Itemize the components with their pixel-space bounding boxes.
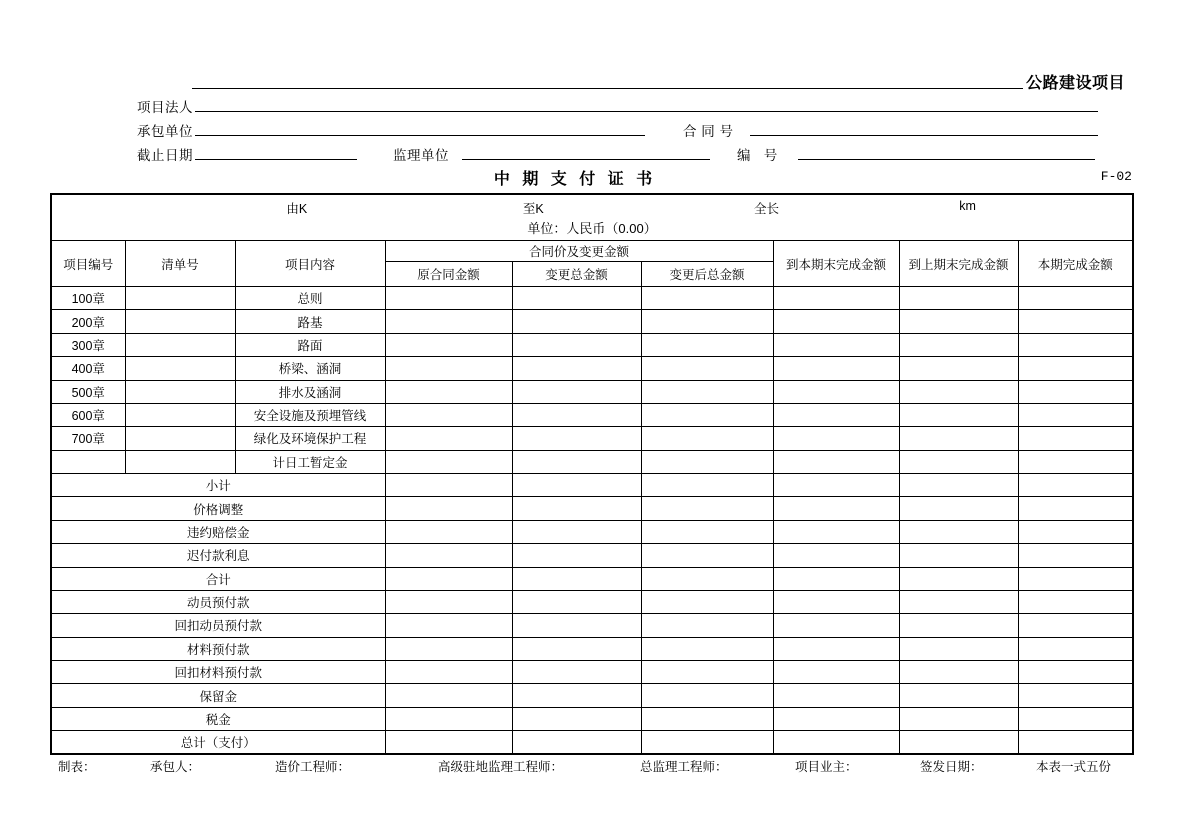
amount-cell [641, 427, 773, 450]
amount-cell [1018, 450, 1133, 473]
amount-cell [899, 590, 1018, 613]
amount-cell [641, 614, 773, 637]
amount-cell [385, 637, 512, 660]
amount-cell [641, 474, 773, 497]
summary-row [51, 497, 1133, 520]
amount-cell [641, 380, 773, 403]
amount-cell [1018, 497, 1133, 520]
summary-row [51, 567, 1133, 590]
list-no-cell [125, 427, 235, 450]
amount-cell [899, 474, 1018, 497]
project-legal-person-label: 项目法人 [137, 100, 193, 115]
amount-cell [1018, 333, 1133, 356]
content-cell: 排水及涵洞 [235, 380, 385, 403]
col-header-change-total: 变更总金额 [512, 262, 641, 287]
amount-cell [773, 474, 899, 497]
amount-cell [773, 287, 899, 310]
summary-row [51, 661, 1133, 684]
amount-cell [1018, 614, 1133, 637]
amount-cell [1018, 590, 1133, 613]
col-header-after-change-total: 变更后总金额 [641, 262, 773, 287]
amount-cell [641, 637, 773, 660]
amount-cell [1018, 287, 1133, 310]
amount-cell [512, 380, 641, 403]
amount-cell [773, 520, 899, 543]
col-header-to-previous-period-end: 到上期末完成金额 [899, 241, 1018, 287]
project-type-label: 公路建设项目 [1025, 75, 1125, 92]
chapter-code-cell: 200章 [51, 310, 125, 333]
amount-cell [899, 450, 1018, 473]
amount-cell [641, 310, 773, 333]
content-cell: 计日工暂定金 [235, 450, 385, 473]
amount-cell [1018, 661, 1133, 684]
summary-label-cell: 价格调整 [51, 497, 385, 520]
amount-cell [512, 684, 641, 707]
chapter-row [51, 333, 1133, 356]
amount-cell [1018, 637, 1133, 660]
amount-cell [385, 614, 512, 637]
amount-cell [385, 380, 512, 403]
amount-cell [385, 684, 512, 707]
amount-cell [899, 731, 1018, 754]
amount-cell [773, 590, 899, 613]
summary-row [51, 637, 1133, 660]
footer-label: 项目业主： [795, 760, 858, 774]
amount-cell [773, 403, 899, 426]
supervisor-line [462, 159, 710, 160]
summary-row [51, 684, 1133, 707]
col-header-current-period: 本期完成金额 [1018, 241, 1133, 287]
amount-cell [512, 333, 641, 356]
footer-label: 制表： [58, 760, 96, 774]
summary-label-cell: 违约赔偿金 [51, 520, 385, 543]
amount-cell [641, 403, 773, 426]
table-body [51, 287, 1133, 755]
amount-cell [385, 287, 512, 310]
content-cell: 路面 [235, 333, 385, 356]
amount-cell [773, 684, 899, 707]
chapter-code-cell: 600章 [51, 403, 125, 426]
amount-cell [899, 287, 1018, 310]
amount-cell [641, 544, 773, 567]
page-title: 中 期 支 付 证 书 [493, 171, 657, 188]
amount-cell [899, 403, 1018, 426]
summary-label-cell: 保留金 [51, 684, 385, 707]
amount-cell [1018, 684, 1133, 707]
chapter-code-cell: 700章 [51, 427, 125, 450]
amount-cell [512, 707, 641, 730]
amount-cell [385, 450, 512, 473]
footer-label: 高级驻地监理工程师： [438, 760, 564, 774]
signature-row [50, 757, 1132, 775]
amount-cell [899, 427, 1018, 450]
amount-cell [1018, 380, 1133, 403]
amount-cell [773, 497, 899, 520]
list-no-cell [125, 357, 235, 380]
amount-cell [773, 614, 899, 637]
list-no-cell [125, 403, 235, 426]
amount-cell [899, 707, 1018, 730]
amount-cell [385, 731, 512, 754]
footer-label: 本表一式五份 [1036, 760, 1112, 774]
chapter-row [51, 357, 1133, 380]
chapter-row [51, 380, 1133, 403]
summary-row [51, 520, 1133, 543]
amount-cell [899, 614, 1018, 637]
amount-cell [773, 661, 899, 684]
amount-cell [899, 661, 1018, 684]
range-length-label: 全长 [754, 202, 780, 216]
amount-cell [512, 731, 641, 754]
cutoff-date-label: 截止日期 [137, 148, 193, 163]
content-cell: 安全设施及预埋管线 [235, 403, 385, 426]
amount-cell [641, 450, 773, 473]
amount-cell [899, 333, 1018, 356]
amount-cell [385, 520, 512, 543]
amount-cell [385, 357, 512, 380]
amount-cell [641, 707, 773, 730]
col-header-list-no: 清单号 [125, 241, 235, 287]
footer-label: 签发日期： [920, 760, 983, 774]
amount-cell [1018, 474, 1133, 497]
amount-cell [1018, 310, 1133, 333]
summary-row [51, 731, 1133, 754]
amount-cell [773, 567, 899, 590]
currency-unit-note: 单位：人民币（0.00） [527, 221, 657, 236]
amount-cell [641, 567, 773, 590]
contract-no-label: 合 同 号 [683, 124, 734, 139]
col-header-contract-change-group: 合同价及变更金额 [385, 241, 773, 262]
col-header-project-code: 项目编号 [51, 241, 125, 287]
amount-cell [512, 497, 641, 520]
contract-no-line [750, 135, 1098, 136]
summary-row [51, 474, 1133, 497]
content-cell: 总则 [235, 287, 385, 310]
amount-cell [512, 427, 641, 450]
amount-cell [899, 380, 1018, 403]
footer-label: 造价工程师： [275, 760, 351, 774]
amount-cell [385, 567, 512, 590]
cutoff-date-line [195, 159, 357, 160]
chapter-row [51, 287, 1133, 310]
amount-cell [1018, 707, 1133, 730]
amount-cell [773, 637, 899, 660]
amount-cell [899, 684, 1018, 707]
amount-cell [773, 731, 899, 754]
serial-no-line [798, 159, 1095, 160]
amount-cell [641, 333, 773, 356]
chapter-code-cell: 100章 [51, 287, 125, 310]
amount-cell [512, 474, 641, 497]
list-no-cell [125, 450, 235, 473]
amount-cell [1018, 731, 1133, 754]
summary-row [51, 614, 1133, 637]
col-header-content: 项目内容 [235, 241, 385, 287]
list-no-cell [125, 287, 235, 310]
amount-cell [899, 310, 1018, 333]
chapter-row [51, 310, 1133, 333]
amount-cell [1018, 520, 1133, 543]
summary-row [51, 590, 1133, 613]
amount-cell [773, 380, 899, 403]
project-legal-person-line [195, 111, 1098, 112]
amount-cell [385, 544, 512, 567]
amount-cell [512, 590, 641, 613]
summary-label-cell: 小计 [51, 474, 385, 497]
list-no-cell [125, 333, 235, 356]
amount-cell [385, 497, 512, 520]
summary-row [51, 544, 1133, 567]
summary-label-cell: 合计 [51, 567, 385, 590]
chapter-row [51, 427, 1133, 450]
footer-label: 总监理工程师： [640, 760, 728, 774]
range-cell [51, 194, 1133, 241]
amount-cell [512, 661, 641, 684]
amount-cell [899, 357, 1018, 380]
amount-cell [641, 497, 773, 520]
amount-cell [773, 333, 899, 356]
contractor-label: 承包单位 [137, 124, 193, 139]
summary-label-cell: 材料预付款 [51, 637, 385, 660]
amount-cell [773, 310, 899, 333]
list-no-cell [125, 380, 235, 403]
range-from-k: 由K [286, 202, 308, 216]
amount-cell [512, 614, 641, 637]
amount-cell [385, 474, 512, 497]
range-unit-km: km [959, 199, 976, 213]
amount-cell [899, 544, 1018, 567]
form-code: F-02 [1100, 169, 1132, 184]
amount-cell [773, 544, 899, 567]
amount-cell [385, 310, 512, 333]
serial-no-label: 编 号 [737, 148, 778, 163]
amount-cell [385, 661, 512, 684]
amount-cell [1018, 357, 1133, 380]
summary-label-cell: 税金 [51, 707, 385, 730]
chapter-row [51, 403, 1133, 426]
amount-cell [1018, 567, 1133, 590]
amount-cell [385, 707, 512, 730]
amount-cell [512, 287, 641, 310]
chapter-code-cell [51, 450, 125, 473]
col-header-original-amount: 原合同金额 [385, 262, 512, 287]
content-cell: 路基 [235, 310, 385, 333]
chapter-code-cell: 400章 [51, 357, 125, 380]
amount-cell [512, 357, 641, 380]
amount-cell [641, 731, 773, 754]
range-row [51, 194, 1133, 241]
amount-cell [512, 450, 641, 473]
footer-label: 承包人： [150, 760, 201, 774]
summary-row [51, 707, 1133, 730]
range-to-k: 至K [522, 202, 544, 216]
summary-label-cell: 回扣动员预付款 [51, 614, 385, 637]
amount-cell [512, 403, 641, 426]
summary-label-cell: 动员预付款 [51, 590, 385, 613]
payment-table [50, 193, 1134, 755]
amount-cell [385, 427, 512, 450]
summary-label-cell: 总计（支付） [51, 731, 385, 754]
amount-cell [773, 357, 899, 380]
amount-cell [641, 684, 773, 707]
amount-cell [512, 310, 641, 333]
amount-cell [899, 567, 1018, 590]
chapter-code-cell: 500章 [51, 380, 125, 403]
amount-cell [773, 450, 899, 473]
content-cell: 桥梁、涵洞 [235, 357, 385, 380]
summary-label-cell: 回扣材料预付款 [51, 661, 385, 684]
amount-cell [641, 590, 773, 613]
amount-cell [385, 403, 512, 426]
amount-cell [512, 520, 641, 543]
list-no-cell [125, 310, 235, 333]
amount-cell [385, 333, 512, 356]
project-name-line [192, 88, 1023, 89]
amount-cell [512, 637, 641, 660]
amount-cell [1018, 403, 1133, 426]
chapter-code-cell: 300章 [51, 333, 125, 356]
amount-cell [1018, 427, 1133, 450]
chapter-row [51, 450, 1133, 473]
supervisor-label: 监理单位 [393, 148, 449, 163]
amount-cell [641, 357, 773, 380]
header-row-group [51, 241, 1133, 262]
amount-cell [512, 544, 641, 567]
amount-cell [641, 287, 773, 310]
col-header-to-current-period-end: 到本期末完成金额 [773, 241, 899, 287]
content-cell: 绿化及环境保护工程 [235, 427, 385, 450]
amount-cell [512, 567, 641, 590]
summary-label-cell: 迟付款利息 [51, 544, 385, 567]
contractor-line [195, 135, 645, 136]
amount-cell [773, 707, 899, 730]
amount-cell [773, 427, 899, 450]
amount-cell [641, 661, 773, 684]
amount-cell [899, 497, 1018, 520]
amount-cell [899, 520, 1018, 543]
amount-cell [899, 637, 1018, 660]
amount-cell [385, 590, 512, 613]
amount-cell [1018, 544, 1133, 567]
amount-cell [641, 520, 773, 543]
